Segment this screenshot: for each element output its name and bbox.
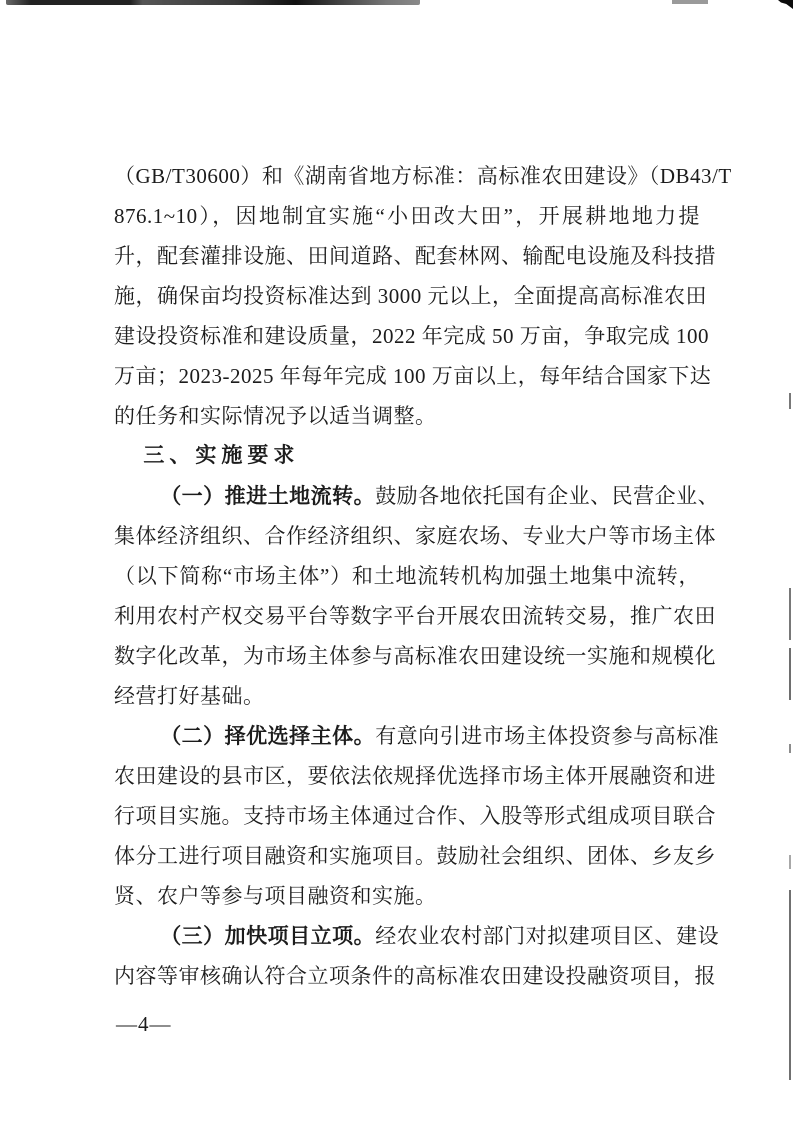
body-line: 行项目实施。支持市场主体通过合作、入股等形式组成项目联合 [114, 804, 716, 828]
body-line: 内容等审核确认符合立项条件的高标准农田建设投融资项目，报 [114, 964, 716, 988]
body-line: 的任务和实际情况予以适当调整。 [114, 404, 437, 428]
body-line: 升，配套灌排设施、田间道路、配套林网、输配电设施及科技措 [114, 244, 716, 268]
body-line: 贤、农户等参与项目融资和实施。 [114, 884, 437, 908]
paragraph-lead: （二）择优选择主体。 [160, 725, 376, 748]
paragraph-text: 有意向引进市场主体投资参与高标准 [375, 724, 720, 748]
body-line: （GB/T30600）和《湖南省地方标准：高标准农田建设》（DB43/T [114, 164, 732, 188]
body-line: 体分工进行项目融资和实施项目。鼓励社会组织、团体、乡友乡 [114, 844, 716, 868]
body-line [114, 916, 720, 956]
body-line: （以下简称“市场主体”）和土地流转机构加强土地集中流转， [114, 564, 700, 588]
scan-artifact-right-edge [789, 855, 791, 869]
scan-artifact-top-segment [672, 0, 708, 4]
section-heading: 三、实施要求 [143, 444, 300, 467]
scan-artifact-top-right-corner [778, 0, 793, 9]
paragraph-lead: （一）推进土地流转。 [160, 485, 376, 508]
scan-artifact-right-edge [789, 890, 791, 1080]
paragraph-lead: （三）加快项目立项。 [160, 925, 376, 948]
body-line: 集体经济组织、合作经济组织、家庭农场、专业大户等市场主体 [114, 524, 716, 548]
body-line: 施，确保亩均投资标准达到 3000 元以上，全面提高高标准农田 [114, 284, 707, 308]
body-line: 万亩；2023-2025 年每年完成 100 万亩以上，每年结合国家下达 [114, 364, 712, 388]
scan-artifact-right-edge [789, 744, 791, 753]
paragraph-text: 经农业农村部门对拟建项目区、建设 [375, 924, 720, 948]
scan-artifact-right-edge [789, 393, 791, 409]
body-line: 经营打好基础。 [114, 684, 265, 708]
document-body [114, 156, 732, 996]
paragraph-text: 鼓励各地依托国有企业、民营企业、 [375, 484, 720, 508]
body-line [114, 476, 720, 516]
body-line: 876.1~10），因地制宜实施“小田改大田”，开展耕地地力提 [114, 204, 700, 228]
body-line: 数字化改革，为市场主体参与高标准农田建设统一实施和规模化 [114, 644, 716, 668]
body-line: 建设投资标准和建设质量，2022 年完成 50 万亩，争取完成 100 [114, 324, 709, 348]
body-line [114, 716, 720, 756]
scan-artifact-right-edge [789, 648, 791, 700]
scan-artifact-right-edge [789, 588, 791, 640]
scan-artifact-top-edge [6, 0, 420, 5]
body-line: 农田建设的县市区，要依法依规择优选择市场主体开展融资和进 [114, 764, 716, 788]
page-number: —4— [116, 1012, 172, 1036]
body-line: 利用农村产权交易平台等数字平台开展农田流转交易，推广农田 [114, 604, 716, 628]
